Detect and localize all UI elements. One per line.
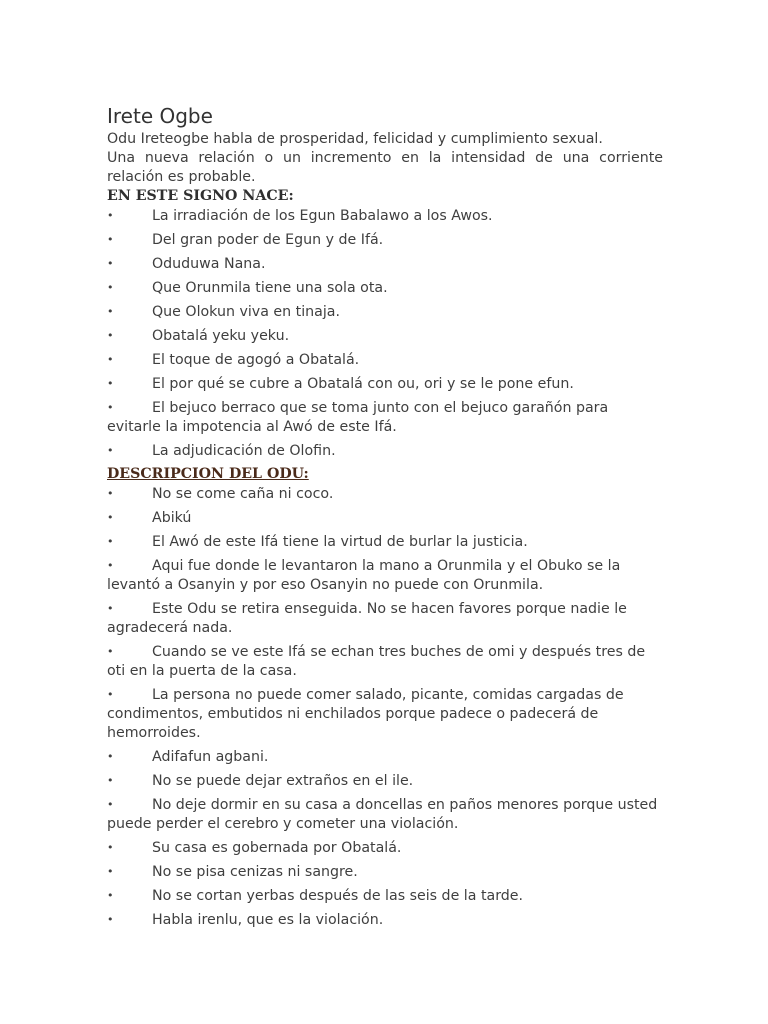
list-item-text: La adjudicación de Olofin. [152,443,336,459]
list-item [107,254,663,274]
list-item [107,326,663,346]
list-item [107,374,663,394]
list-item [107,508,663,528]
list-item [107,685,663,743]
list-item-text: Oduduwa Nana. [152,256,266,272]
bullet-icon: • [107,602,114,615]
bullet-icon: • [107,511,114,524]
list-item-text: Cuando se ve este Ifá se echan tres buches de omi y después tres de oti en la puerta de la casa. [107,644,646,679]
list-item-text: Del gran poder de Egun y de Ifá. [152,232,384,248]
list-item [107,747,663,767]
bullet-icon: • [107,750,114,763]
list-item-text: Aqui fue donde le levantaron la mano a Orunmila y el Obuko se la levantó a Osanyin y por eso Osanyin no puede con Orunmila. [107,558,621,593]
list-item-text: La irradiación de los Egun Babalawo a los Awos. [152,208,493,224]
list-item [107,230,663,250]
list-item [107,398,663,437]
list-item-text: El bejuco berraco que se toma junto con el bejuco garañón para evitarle la impotencia al Awó de este Ifá. [107,400,609,435]
list-item [107,350,663,370]
list-item-text: No se cortan yerbas después de las seis de la tarde. [152,888,524,904]
bullet-icon: • [107,444,114,457]
list-item [107,484,663,504]
list-item [107,302,663,322]
list-item [107,886,663,906]
document-page [107,104,663,934]
list-item-text: El por qué se cubre a Obatalá con ou, ori y se le pone efun. [152,376,574,392]
list-item [107,642,663,681]
list-item-text: La persona no puede comer salado, picante, comidas cargadas de condimentos, embutidos ni enchilados porque padece o padecerá de hemorroides. [107,687,624,741]
bullet-icon: • [107,774,114,787]
list-item-text: No se pisa cenizas ni sangre. [152,864,358,880]
bullet-icon: • [107,645,114,658]
list-item [107,441,663,461]
list-item-text: Habla irenlu, que es la violación. [152,912,384,928]
list-item [107,862,663,882]
list-item [107,838,663,858]
bullet-icon: • [107,377,114,390]
document-title: Irete Ogbe [107,104,213,128]
list-item-text: Abikú [152,510,192,526]
list-item [107,278,663,298]
section-heading-descripcion: DESCRIPCION DEL ODU: [107,466,309,482]
list-item-text: Su casa es gobernada por Obatalá. [152,840,402,856]
list-item-text: Que Orunmila tiene una sola ota. [152,280,388,296]
list-item [107,599,663,638]
list-item-text: No se puede dejar extraños en el ile. [152,773,414,789]
bullet-icon: • [107,865,114,878]
bullet-icon: • [107,535,114,548]
list-item-text: El Awó de este Ifá tiene la virtud de burlar la justicia. [152,534,528,550]
list-item-text: Adifafun agbani. [152,749,269,765]
bullet-icon: • [107,487,114,500]
bullet-icon: • [107,305,114,318]
list-item-text: Obatalá yeku yeku. [152,328,290,344]
bullet-icon: • [107,329,114,342]
list-item-text: El toque de agogó a Obatalá. [152,352,360,368]
list-item [107,532,663,552]
descripcion-list [107,484,663,930]
list-item-text: No deje dormir en su casa a doncellas en paños menores porque usted puede perder el cerebro y cometer una violación. [107,797,658,832]
bullet-icon: • [107,688,114,701]
intro-line-1: Odu Ireteogbe habla de prosperidad, felicidad y cumplimiento sexual. [107,131,603,147]
bullet-icon: • [107,209,114,222]
bullet-icon: • [107,281,114,294]
list-item [107,795,663,834]
list-item-text: Este Odu se retira enseguida. No se hacen favores porque nadie le agradecerá nada. [107,601,627,636]
section-heading-nace: EN ESTE SIGNO NACE: [107,188,294,204]
bullet-icon: • [107,889,114,902]
bullet-icon: • [107,798,114,811]
bullet-icon: • [107,353,114,366]
bullet-icon: • [107,233,114,246]
list-item-text: Que Olokun viva en tinaja. [152,304,340,320]
bullet-icon: • [107,559,114,572]
bullet-icon: • [107,401,114,414]
nace-list [107,206,663,461]
intro-line-2: Una nueva relación o un incremento en la intensidad de una corriente relación es probable. [107,150,663,185]
list-item-text: No se come caña ni coco. [152,486,334,502]
bullet-icon: • [107,913,114,926]
list-item [107,556,663,595]
bullet-icon: • [107,841,114,854]
list-item [107,771,663,791]
list-item [107,910,663,930]
bullet-icon: • [107,257,114,270]
list-item [107,206,663,226]
